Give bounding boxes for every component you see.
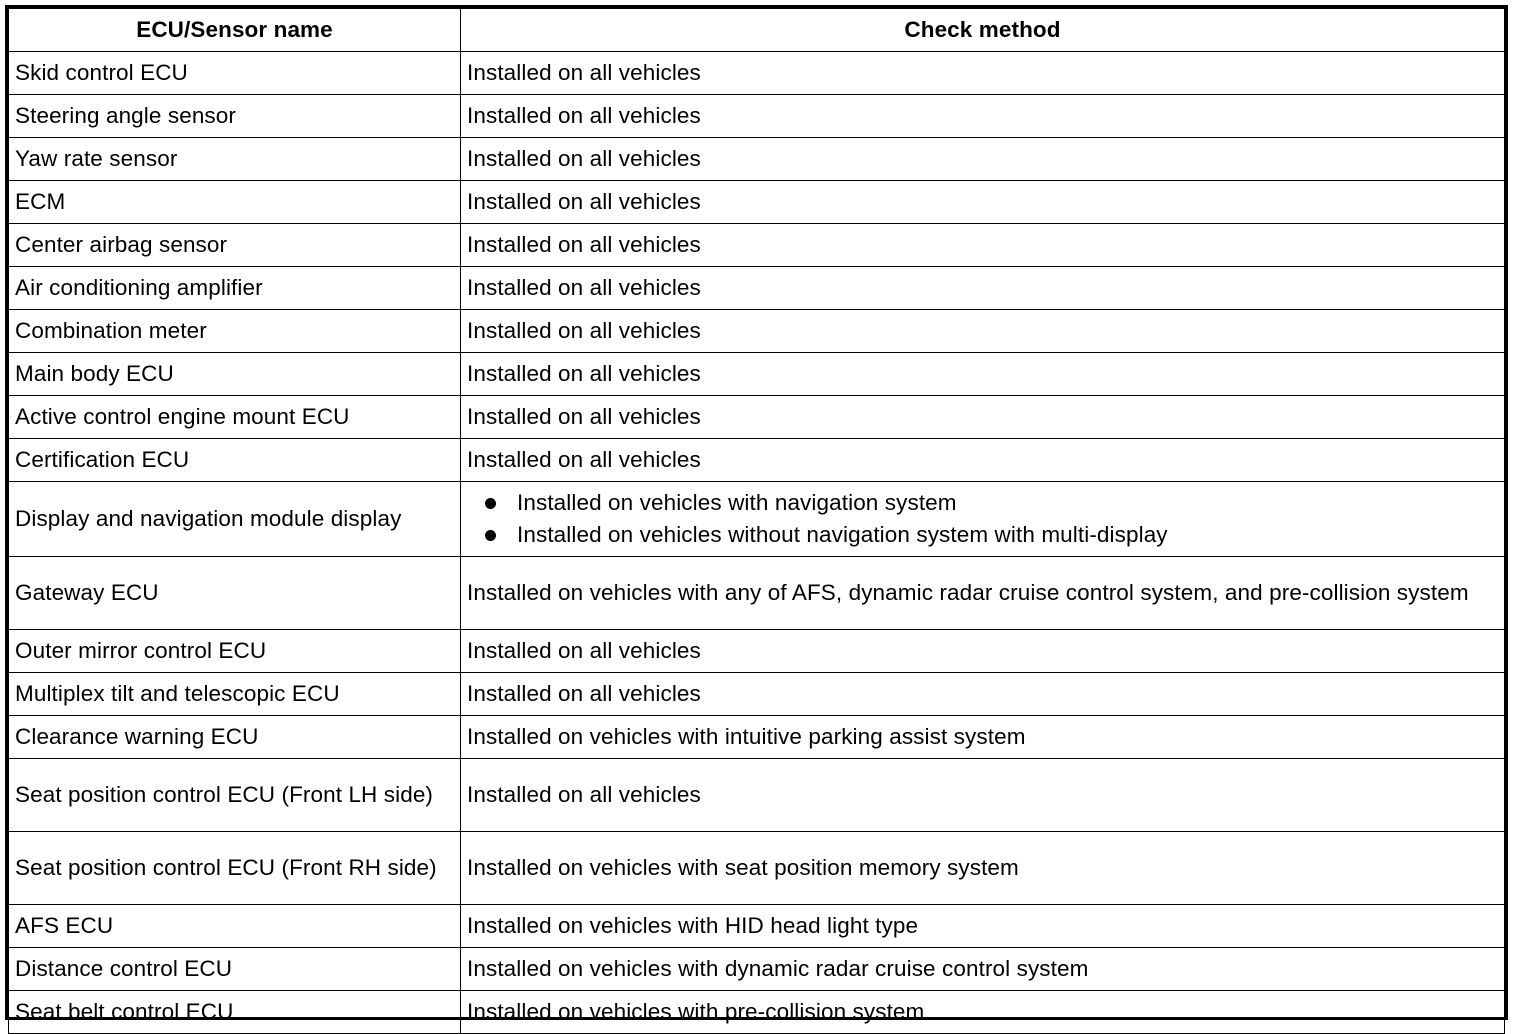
ecu-table bbox=[8, 8, 1505, 1034]
method-bullet-item bbox=[485, 519, 1498, 551]
row-name: Seat belt control ECU bbox=[9, 991, 461, 1034]
table-row bbox=[9, 224, 1505, 267]
table-row bbox=[9, 267, 1505, 310]
row-name: Air conditioning amplifier bbox=[9, 267, 461, 310]
table-row bbox=[9, 181, 1505, 224]
row-method: Installed on vehicles with dynamic radar cruise control system bbox=[461, 948, 1505, 991]
table-row bbox=[9, 52, 1505, 95]
table-row bbox=[9, 630, 1505, 673]
method-bullet-item bbox=[485, 487, 1498, 519]
row-method: Installed on vehicles with pre-collision system bbox=[461, 991, 1505, 1034]
row-name: Seat position control ECU (Front LH side) bbox=[9, 759, 461, 832]
row-name: Center airbag sensor bbox=[9, 224, 461, 267]
row-name: ECM bbox=[9, 181, 461, 224]
row-name: Gateway ECU bbox=[9, 557, 461, 630]
row-method: Installed on all vehicles bbox=[461, 673, 1505, 716]
row-name: Clearance warning ECU bbox=[9, 716, 461, 759]
table-row bbox=[9, 673, 1505, 716]
table-row bbox=[9, 759, 1505, 832]
row-method: Installed on vehicles with intuitive parking assist system bbox=[461, 716, 1505, 759]
table-row bbox=[9, 716, 1505, 759]
row-name: Display and navigation module display bbox=[9, 482, 461, 557]
bullet-icon bbox=[485, 530, 496, 541]
row-name: Outer mirror control ECU bbox=[9, 630, 461, 673]
bullet-text: Installed on vehicles with navigation system bbox=[517, 490, 957, 515]
row-method: Installed on all vehicles bbox=[461, 759, 1505, 832]
row-name: Steering angle sensor bbox=[9, 95, 461, 138]
row-method: Installed on all vehicles bbox=[461, 630, 1505, 673]
method-bullet-list bbox=[467, 487, 1498, 551]
row-method: Installed on all vehicles bbox=[461, 138, 1505, 181]
bullet-text: Installed on vehicles without navigation system with multi-display bbox=[517, 522, 1168, 547]
row-name: Active control engine mount ECU bbox=[9, 396, 461, 439]
row-name: Skid control ECU bbox=[9, 52, 461, 95]
header-check-method: Check method bbox=[461, 9, 1505, 52]
table-row bbox=[9, 948, 1505, 991]
row-name: Yaw rate sensor bbox=[9, 138, 461, 181]
header-row bbox=[9, 9, 1505, 52]
table-row bbox=[9, 95, 1505, 138]
row-name: Combination meter bbox=[9, 310, 461, 353]
row-method: Installed on vehicles with HID head light type bbox=[461, 905, 1505, 948]
row-method: Installed on all vehicles bbox=[461, 310, 1505, 353]
row-method: Installed on vehicles with any of AFS, dynamic radar cruise control system, and pre-collision system bbox=[461, 557, 1505, 630]
table-row bbox=[9, 439, 1505, 482]
table-row bbox=[9, 832, 1505, 905]
row-method: Installed on all vehicles bbox=[461, 396, 1505, 439]
row-method bbox=[461, 482, 1505, 557]
row-method: Installed on all vehicles bbox=[461, 439, 1505, 482]
row-name: Distance control ECU bbox=[9, 948, 461, 991]
row-name: Main body ECU bbox=[9, 353, 461, 396]
row-name: AFS ECU bbox=[9, 905, 461, 948]
row-name: Multiplex tilt and telescopic ECU bbox=[9, 673, 461, 716]
table-row bbox=[9, 396, 1505, 439]
header-ecu-sensor-name: ECU/Sensor name bbox=[9, 9, 461, 52]
table-row bbox=[9, 310, 1505, 353]
table-row bbox=[9, 557, 1505, 630]
row-name: Seat position control ECU (Front RH side) bbox=[9, 832, 461, 905]
row-name: Certification ECU bbox=[9, 439, 461, 482]
bullet-icon bbox=[485, 498, 496, 509]
row-method: Installed on all vehicles bbox=[461, 181, 1505, 224]
table-row bbox=[9, 905, 1505, 948]
row-method: Installed on all vehicles bbox=[461, 52, 1505, 95]
row-method: Installed on all vehicles bbox=[461, 224, 1505, 267]
table-row bbox=[9, 138, 1505, 181]
table-row bbox=[9, 482, 1505, 557]
row-method: Installed on all vehicles bbox=[461, 353, 1505, 396]
ecu-sensor-table bbox=[5, 5, 1508, 1024]
row-method: Installed on all vehicles bbox=[461, 95, 1505, 138]
row-method: Installed on all vehicles bbox=[461, 267, 1505, 310]
table-row bbox=[9, 353, 1505, 396]
table-row bbox=[9, 991, 1505, 1034]
row-method: Installed on vehicles with seat position memory system bbox=[461, 832, 1505, 905]
